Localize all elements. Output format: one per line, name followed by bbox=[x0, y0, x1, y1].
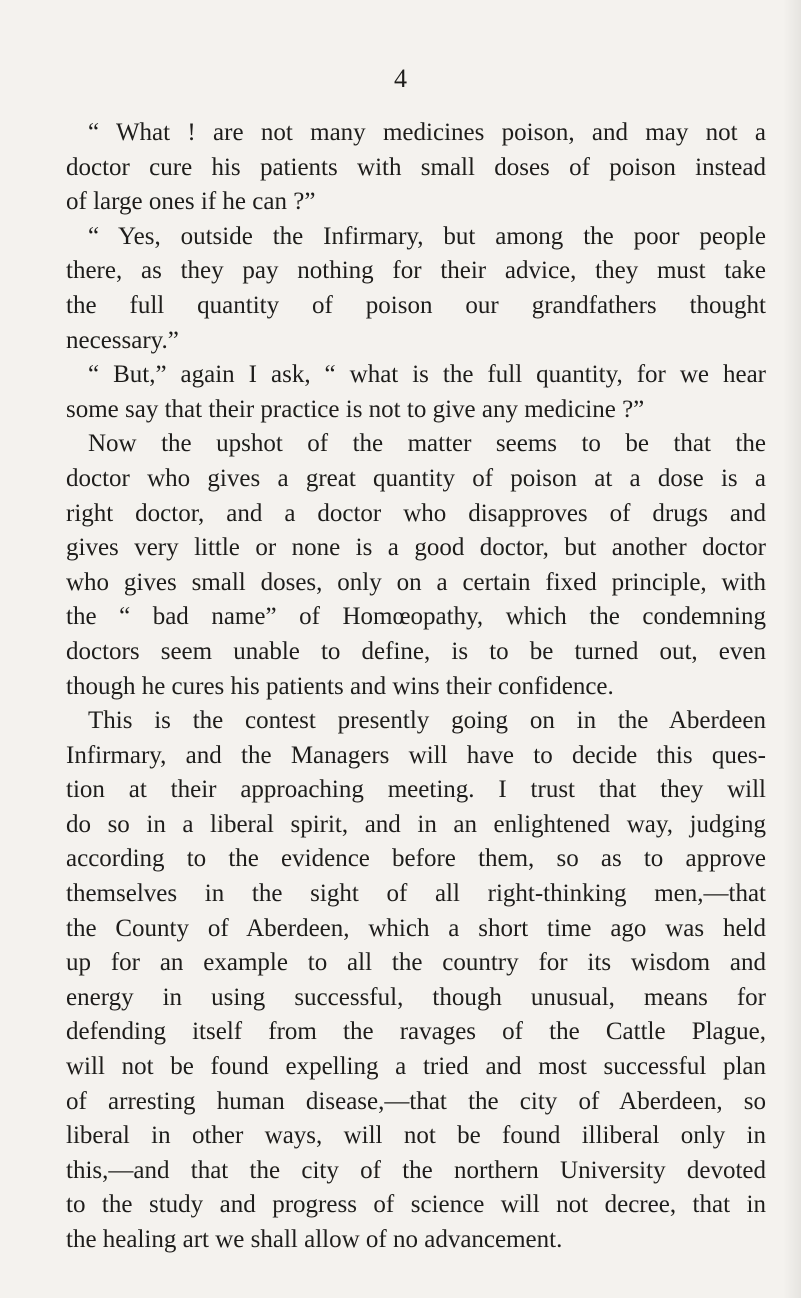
page-number: 4 bbox=[394, 64, 407, 93]
text-line: this,—and that the city of the northern University devoted bbox=[66, 1156, 766, 1184]
body-text bbox=[66, 116, 766, 1258]
text-line: doctor who gives a great quantity of poison at a dose is a bbox=[66, 464, 766, 492]
text-line: of large ones if he can ?” bbox=[66, 188, 316, 216]
text-line: “ But,” again I ask, “ what is the full quantity, for we hear bbox=[88, 361, 766, 389]
text-line: the full quantity of poison our grandfathers thought bbox=[66, 291, 766, 319]
text-line: who gives small doses, only on a certain fixed principle, with bbox=[66, 568, 766, 596]
text-line: to the study and progress of science will not decree, that in bbox=[66, 1191, 766, 1219]
text-line: will not be found expelling a tried and most successful plan bbox=[66, 1053, 766, 1081]
text-line: up for an example to all the country for its wisdom and bbox=[66, 949, 766, 977]
text-line: tion at their approaching meeting. I trust that they will bbox=[66, 776, 766, 804]
text-line: themselves in the sight of all right-thinking men,—that bbox=[66, 880, 766, 908]
text-line: This is the contest presently going on in the Aberdeen bbox=[88, 707, 766, 735]
text-line: some say that their practice is not to give any medicine ?” bbox=[66, 395, 645, 423]
text-line: “ Yes, outside the Infirmary, but among the poor people bbox=[88, 222, 766, 250]
text-line: energy in using successful, though unusual, means for bbox=[66, 983, 766, 1011]
text-line: the “ bad name” of Homœopathy, which the condemning bbox=[66, 603, 766, 631]
text-line: liberal in other ways, will not be found illiberal only in bbox=[66, 1122, 766, 1150]
text-line: of arresting human disease,—that the city of Aberdeen, so bbox=[66, 1087, 766, 1115]
text-line: “ What ! are not many medicines poison, and may not a bbox=[88, 119, 766, 146]
text-line: the healing art we shall allow of no advancement. bbox=[66, 1226, 563, 1253]
text-line: there, as they pay nothing for their advice, they must take bbox=[66, 257, 766, 285]
text-line: defending itself from the ravages of the Cattle Plague, bbox=[66, 1018, 766, 1046]
text-line: the County of Aberdeen, which a short time ago was held bbox=[66, 914, 766, 942]
text-line: Infirmary, and the Managers will have to decide this ques- bbox=[66, 741, 766, 769]
text-line: though he cures his patients and wins their confidence. bbox=[66, 672, 614, 700]
text-line: doctor cure his patients with small doses of poison instead bbox=[66, 153, 766, 181]
page-edge-shadow bbox=[783, 0, 801, 1298]
text-line: gives very little or none is a good doctor, but another doctor bbox=[66, 534, 766, 562]
text-line: doctors seem unable to define, is to be turned out, even bbox=[66, 637, 766, 665]
text-line: do so in a liberal spirit, and in an enlightened way, judging bbox=[66, 810, 766, 838]
text-line: according to the evidence before them, so as to approve bbox=[66, 845, 766, 873]
text-line: right doctor, and a doctor who disapproves of drugs and bbox=[66, 499, 766, 527]
text-line: necessary.” bbox=[66, 326, 179, 354]
text-line: Now the upshot of the matter seems to be that the bbox=[88, 430, 766, 458]
